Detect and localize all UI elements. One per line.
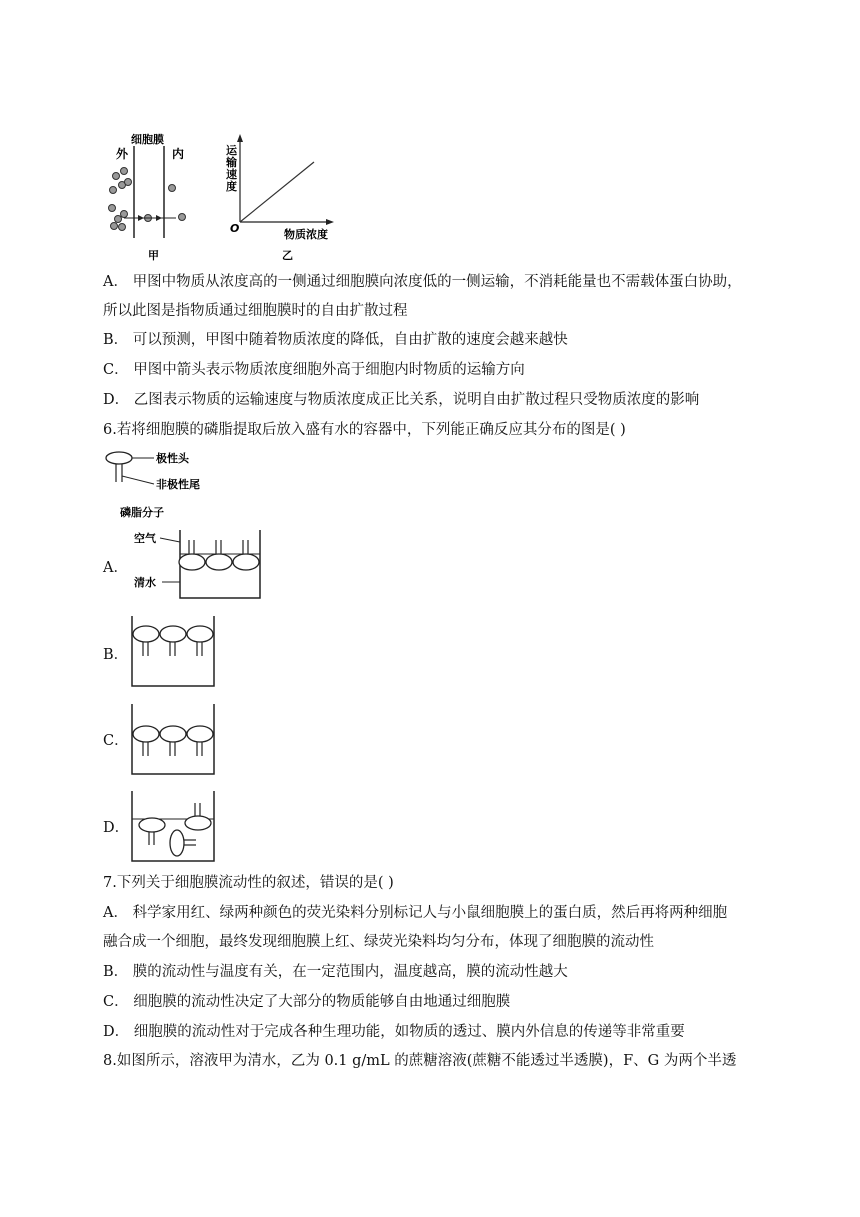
outside-label: 外 <box>116 147 129 161</box>
jia-label: 甲 <box>148 249 159 262</box>
y-axis-char: 运 <box>226 144 237 157</box>
q6-option-c-label: C． <box>103 733 129 749</box>
polar-head-label: 极性头 <box>156 452 189 465</box>
figure-jia-membrane <box>104 130 204 265</box>
q6-option-b-diagram <box>130 614 220 688</box>
q5-option-b: B． 可以预测，甲图中随着物质浓度的降低，自由扩散的速度会越来越快 <box>103 332 568 348</box>
q7-option-b: B． 膜的流动性与温度有关，在一定范围内，温度越高，膜的流动性越大 <box>103 964 568 980</box>
q7-stem: 7.下列关于细胞膜流动性的叙述，错误的是( ) <box>103 875 394 891</box>
molecule-dots <box>109 168 186 231</box>
y-axis-char: 度 <box>226 180 237 193</box>
q6-option-d-label: D． <box>103 820 130 836</box>
yi-label: 乙 <box>282 249 293 262</box>
q7-option-d: D． 细胞膜的流动性对于完成各种生理功能，如物质的透过、膜内外信息的传递等非常重要 <box>103 1024 685 1040</box>
proportional-line <box>240 162 314 222</box>
q7-option-a-line2: 融合成一个细胞，最终发现细胞膜上红、绿荧光染料均匀分布，体现了细胞膜的流动性 <box>103 934 654 950</box>
y-axis-char: 输 <box>226 156 237 169</box>
membrane-label: 细胞膜 <box>131 133 164 146</box>
q6-option-a-label: A． <box>103 560 128 576</box>
q7-option-a-line1: A． 科学家用红、绿两种颜色的荧光染料分别标记人与小鼠细胞膜上的蛋白质，然后再将两种细胞 <box>103 905 728 921</box>
y-axis-char: 速 <box>226 168 237 181</box>
inside-label: 内 <box>172 147 185 161</box>
q6-option-c-diagram <box>130 702 220 776</box>
q6-option-a-diagram <box>130 528 265 602</box>
q6-option-b-label: B． <box>103 647 129 663</box>
phospholipid-legend <box>104 448 234 520</box>
water-label: 清水 <box>134 576 156 589</box>
q7-option-c: C． 细胞膜的流动性决定了大部分的物质能够自由地通过细胞膜 <box>103 994 511 1010</box>
q5-option-c: C． 甲图中箭头表示物质浓度细胞外高于细胞内时物质的运输方向 <box>103 362 525 378</box>
q5-option-a-line2: 所以此图是指物质通过细胞膜时的自由扩散过程 <box>103 303 408 319</box>
phospholipid-molecule-label: 磷脂分子 <box>120 506 164 519</box>
q5-option-a-line1: A． 甲图中物质从浓度高的一侧通过细胞膜向浓度低的一侧运输，不消耗能量也不需载体蛋白协助， <box>103 274 742 290</box>
x-axis-label: 物质浓度 <box>284 228 328 241</box>
figure-yi-graph <box>226 130 346 265</box>
q6-stem: 6.若将细胞膜的磷脂提取后放入盛有水的容器中，下列能正确反应其分布的图是( ) <box>103 422 626 438</box>
nonpolar-tail-label: 非极性尾 <box>156 478 200 491</box>
q8-stem: 8.如图所示，溶液甲为清水，乙为 0.1 g/mL 的蔗糖溶液(蔗糖不能透过半透膜)，F、G 为两个半透 <box>103 1053 737 1069</box>
q5-option-d: D． 乙图表示物质的运输速度与物质浓度成正比关系，说明自由扩散过程只受物质浓度的影响 <box>103 392 700 408</box>
origin-label: O <box>230 222 240 235</box>
q6-option-d-diagram <box>130 789 220 863</box>
air-label: 空气 <box>134 532 156 545</box>
